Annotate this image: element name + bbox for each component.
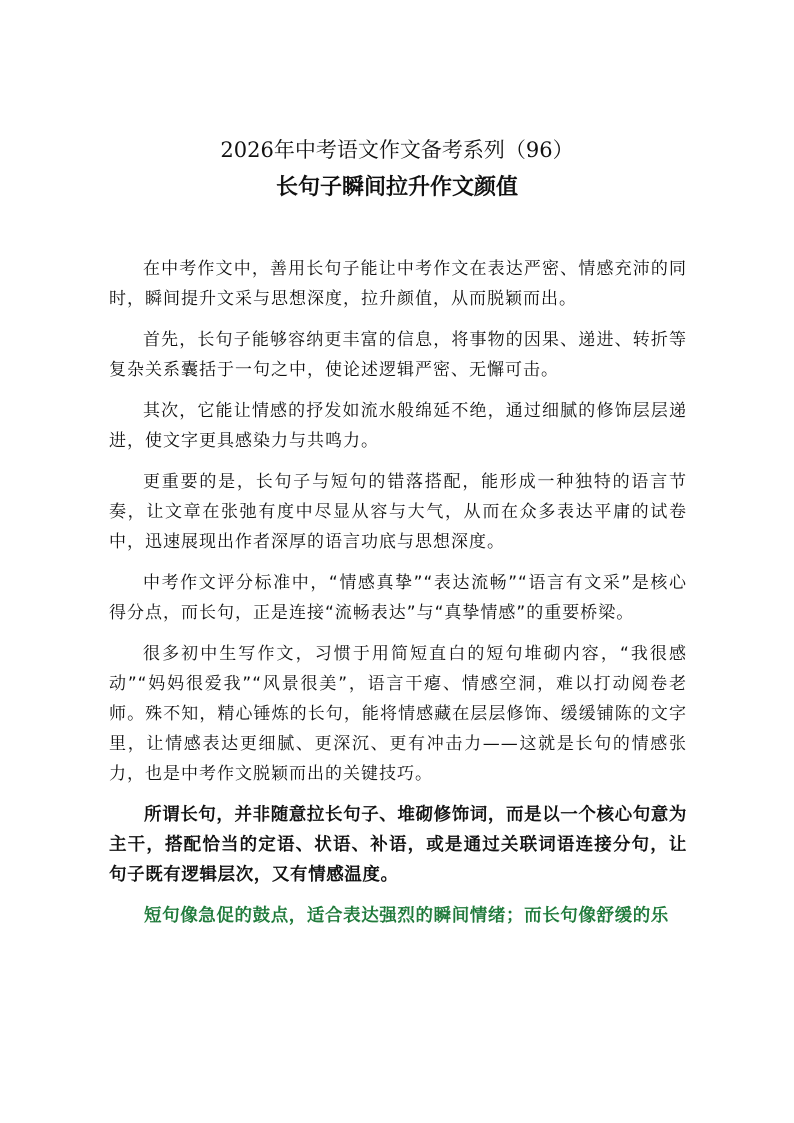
document-body	[109, 254, 687, 942]
document-subtitle: 长句子瞬间拉升作文颜值	[275, 175, 518, 200]
paragraph-8-highlight: 短句像急促的鼓点，适合表达强烈的瞬间情绪；而长句像舒缓的乐	[144, 906, 669, 926]
paragraph-6: 很多初中生写作文，习惯于用简短直白的短句堆砌内容，“我很感动”“妈妈很爱我”“风景很美”，语言干瘪、情感空洞，难以打动阅卷老师。殊不知，精心锤炼的长句，能将情感藏在层层修饰、缓缓铺陈的文字里，让情感表达更细腻、更深沉、更有冲击力——这就是长句的情感张力，也是中考作文脱颖而出的关键技巧。	[109, 644, 687, 784]
paragraph-3: 其次，它能让情感的抒发如流水般绵延不绝，通过细腻的修饰层层递进，使文字更具感染力与共鸣力。	[109, 401, 687, 451]
paragraph-5: 中考作文评分标准中，“情感真挚”“表达流畅”“语言有文采”是核心得分点，而长句，正是连接“流畅表达”与“真挚情感”的重要桥梁。	[109, 573, 687, 623]
document-title: 2026年中考语文作文备考系列（96）	[220, 138, 574, 162]
paragraph-4: 更重要的是，长句子与短句的错落搭配，能形成一种独特的语言节奏，让文章在张弛有度中尽显从容与大气，从而在众多表达平庸的试卷中，迅速展现出作者深厚的语言功底与思想深度。	[109, 472, 687, 552]
paragraph-7-bold: 所谓长句，并非随意拉长句子、堆砌修饰词，而是以一个核心句意为主干，搭配恰当的定语、状语、补语，或是通过关联词语连接分句，让句子既有逻辑层次，又有情感温度。	[109, 805, 687, 885]
paragraph-2: 首先，长句子能够容纳更丰富的信息，将事物的因果、递进、转折等复杂关系囊括于一句之中，使论述逻辑严密、无懈可击。	[109, 330, 687, 380]
paragraph-1: 在中考作文中，善用长句子能让中考作文在表达严密、情感充沛的同时，瞬间提升文采与思想深度，拉升颜值，从而脱颖而出。	[109, 259, 687, 309]
